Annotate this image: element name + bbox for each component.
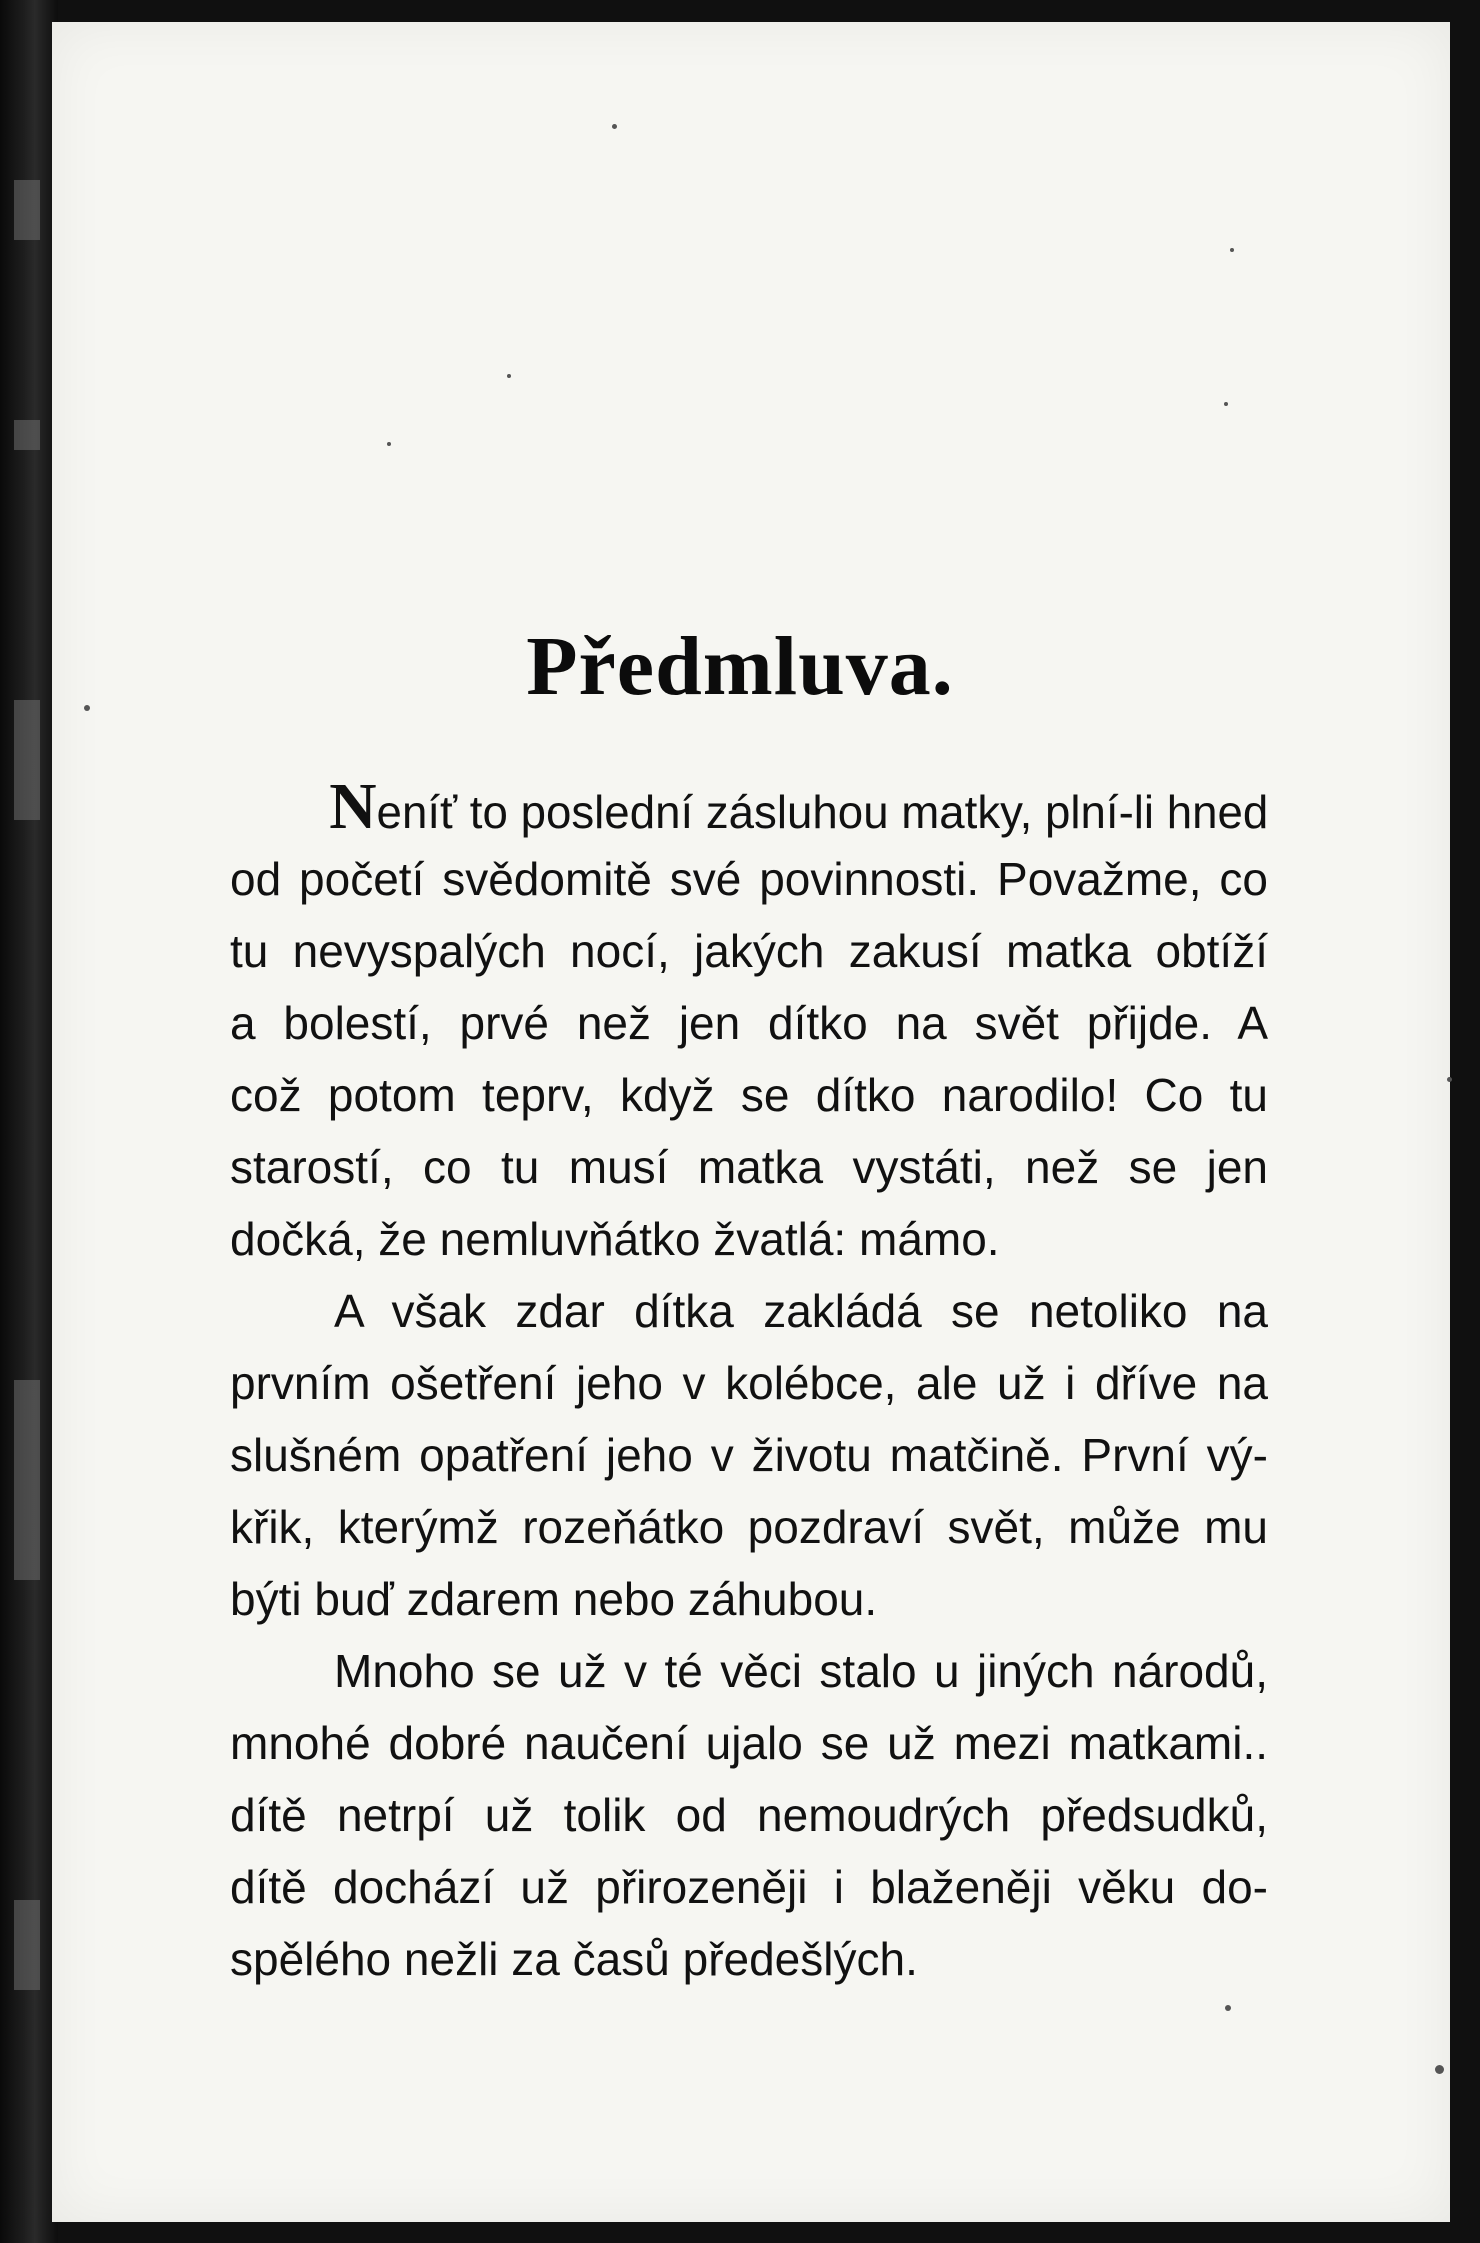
spine-mark	[14, 420, 40, 450]
book-spine	[0, 0, 58, 2243]
paragraph	[230, 771, 1268, 1275]
text-line: slušném opatření jeho v životu matčině. První vý-	[230, 1429, 1268, 1481]
text-line: dítě netrpí už tolik od nemoudrých předsudků,	[230, 1789, 1268, 1841]
text-line: A však zdar dítka zakládá se netoliko na	[334, 1285, 1268, 1337]
paper-speck	[1435, 2065, 1444, 2074]
paper-speck	[507, 374, 511, 378]
paper-speck	[612, 124, 617, 129]
text-line: dítě dochází už přirozeněji i blaženěji věku do-	[230, 1861, 1268, 1913]
paper-speck	[1224, 402, 1228, 406]
text-line: starostí, co tu musí matka vystáti, než se jen	[230, 1141, 1268, 1193]
paragraph	[230, 1635, 1268, 1995]
spine-mark	[14, 180, 40, 240]
paragraph	[230, 1275, 1268, 1635]
paper-speck	[1225, 2005, 1231, 2011]
text-line: mnohé dobré naučení ujalo se už mezi matkami..	[230, 1717, 1268, 1769]
spine-mark	[14, 1380, 40, 1580]
spine-mark	[14, 700, 40, 820]
paper-speck	[1230, 248, 1234, 252]
text-line: od početí svědomitě své povinnosti. Považme, co	[230, 853, 1268, 905]
text-line: dočká, že nemluvňátko žvatlá: mámo.	[230, 1213, 1000, 1265]
text-line: a bolestí, prvé než jen dítko na svět přijde. A	[230, 997, 1268, 1049]
page-title: Předmluva.	[526, 620, 954, 713]
text-line: křik, kterýmž rozeňátko pozdraví svět, může mu	[230, 1501, 1268, 1553]
drop-cap: N	[329, 770, 377, 843]
text-line: Mnoho se už v té věci stalo u jiných národů,	[334, 1645, 1268, 1697]
text-line: tu nevyspalých nocí, jakých zakusí matka obtíží	[230, 925, 1268, 977]
text-line: prvním ošetření jeho v kolébce, ale už i dříve na	[230, 1357, 1268, 1409]
text-line: Neníť to poslední zásluhou matky, plní-li hned	[329, 770, 1269, 843]
text-line: což potom teprv, když se dítko narodilo! Co tu	[230, 1069, 1268, 1121]
paper-speck	[1447, 1077, 1452, 1082]
body-text	[230, 771, 1268, 1995]
text-line: spělého nežli za časů předešlých.	[230, 1933, 918, 1985]
paper-speck	[387, 442, 391, 446]
text-line: býti buď zdarem nebo záhubou.	[230, 1573, 878, 1625]
spine-mark	[14, 1900, 40, 1990]
